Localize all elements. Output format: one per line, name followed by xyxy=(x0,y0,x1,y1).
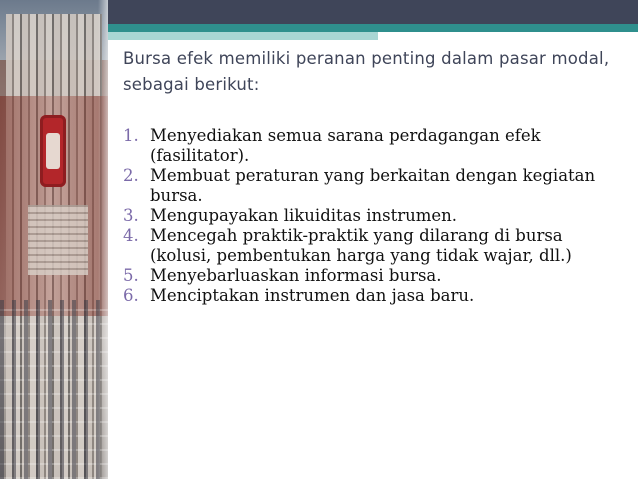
header-bar-light xyxy=(108,32,378,40)
photo-windows xyxy=(0,300,108,479)
header-bar-teal xyxy=(108,24,638,32)
slide-heading: Bursa efek memiliki peranan penting dalam pasar modal, sebagai berikut: xyxy=(123,49,610,94)
list-item xyxy=(123,286,628,306)
function-list xyxy=(123,126,628,306)
list-item-number: 5. xyxy=(123,266,139,285)
list-item-number: 1. xyxy=(123,126,139,145)
photo-edge-shade xyxy=(98,0,108,479)
list-item xyxy=(123,206,628,226)
list-item-text: Mencegah praktik-praktik yang dilarang di bursa (kolusi, pembentukan harga yang tidak wajar, dll.) xyxy=(150,226,572,265)
list-item-text: Menyebarluaskan informasi bursa. xyxy=(150,266,442,285)
header-bar-dark xyxy=(108,0,638,24)
list-item-number: 4. xyxy=(123,226,139,245)
list-item-text: Menyediakan semua sarana perdagangan efek (fasilitator). xyxy=(150,126,541,165)
building-photo xyxy=(0,0,108,479)
exchange-logo-icon xyxy=(40,115,66,187)
list-item xyxy=(123,226,628,266)
list-item-number: 2. xyxy=(123,166,139,185)
list-item xyxy=(123,126,628,166)
building-sign xyxy=(28,205,88,275)
list-item xyxy=(123,266,628,286)
list-item-text: Membuat peraturan yang berkaitan dengan kegiatan bursa. xyxy=(150,166,596,205)
list-item-number: 6. xyxy=(123,286,139,305)
slide-content xyxy=(123,46,628,306)
list-item-number: 3. xyxy=(123,206,139,225)
list-item-text: Menciptakan instrumen dan jasa baru. xyxy=(150,286,475,305)
list-item xyxy=(123,166,628,206)
list-item-text: Mengupayakan likuiditas instrumen. xyxy=(150,206,458,225)
